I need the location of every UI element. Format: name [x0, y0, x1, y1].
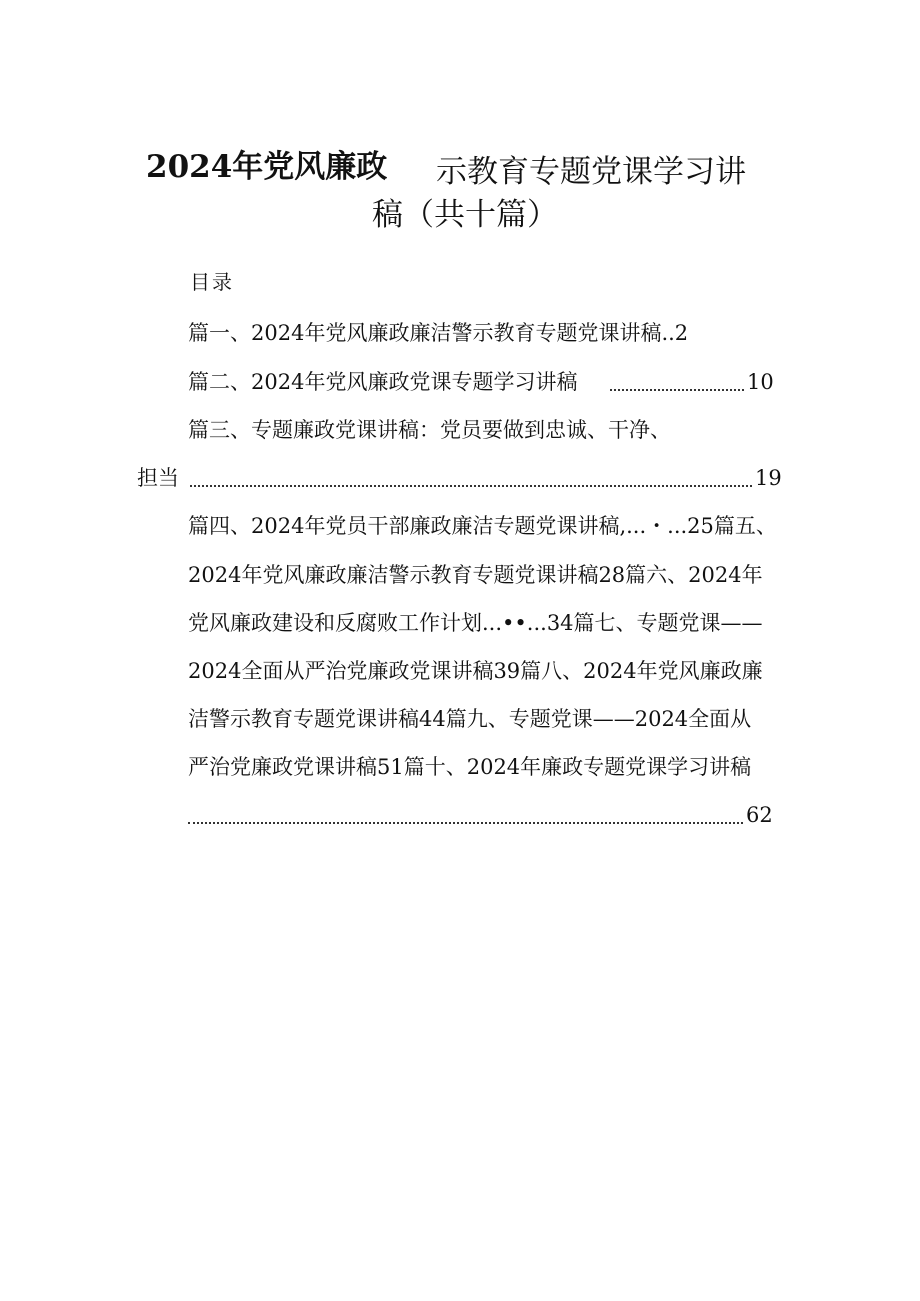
toc-line-7: 党风廉政建设和反腐败工作计划...••...34篇七、专题党课—— [188, 611, 763, 635]
toc-line-4: 担当 [137, 466, 179, 490]
toc-line-10: 严治党廉政党课讲稿51篇十、2024年廉政专题党课学习讲稿 [188, 755, 752, 779]
toc-line-8: 2024全面从严治党廉政党课讲稿39篇八、2024年党风廉政廉 [188, 659, 763, 683]
toc-page-number: 62 [746, 803, 773, 827]
toc-leader-dots [610, 389, 744, 391]
toc-leader-dots [190, 485, 752, 487]
toc-line-1: 篇一、2024年党风廉政廉洁警示教育专题党课讲稿..2 [188, 321, 689, 345]
toc-line-5: 篇四、2024年党员干部廉政廉洁专题党课讲稿,...・...25篇五、 [188, 514, 777, 538]
toc-line-6: 2024年党风廉政廉洁警示教育专题党课讲稿28篇六、2024年 [188, 563, 763, 587]
toc-page-number: 10 [747, 370, 774, 394]
toc-page-number: 19 [755, 466, 782, 490]
toc-label: 目录 [190, 270, 234, 294]
toc-line-2: 篇二、2024年党风廉政党课专题学习讲稿 [188, 370, 578, 394]
toc-line-9: 洁警示教育专题党课讲稿44篇九、专题党课——2024全面从 [188, 707, 752, 731]
toc-line-3: 篇三、专题廉政党课讲稿：党员要做到忠诚、干净、 [188, 418, 671, 442]
title-part-3: 稿（共十篇） [372, 197, 558, 233]
toc-leader-dots [188, 822, 743, 824]
title-part-1: 2024年党风廉政 [146, 149, 388, 185]
title-part-2: 示教育专题党课学习讲 [436, 154, 746, 190]
